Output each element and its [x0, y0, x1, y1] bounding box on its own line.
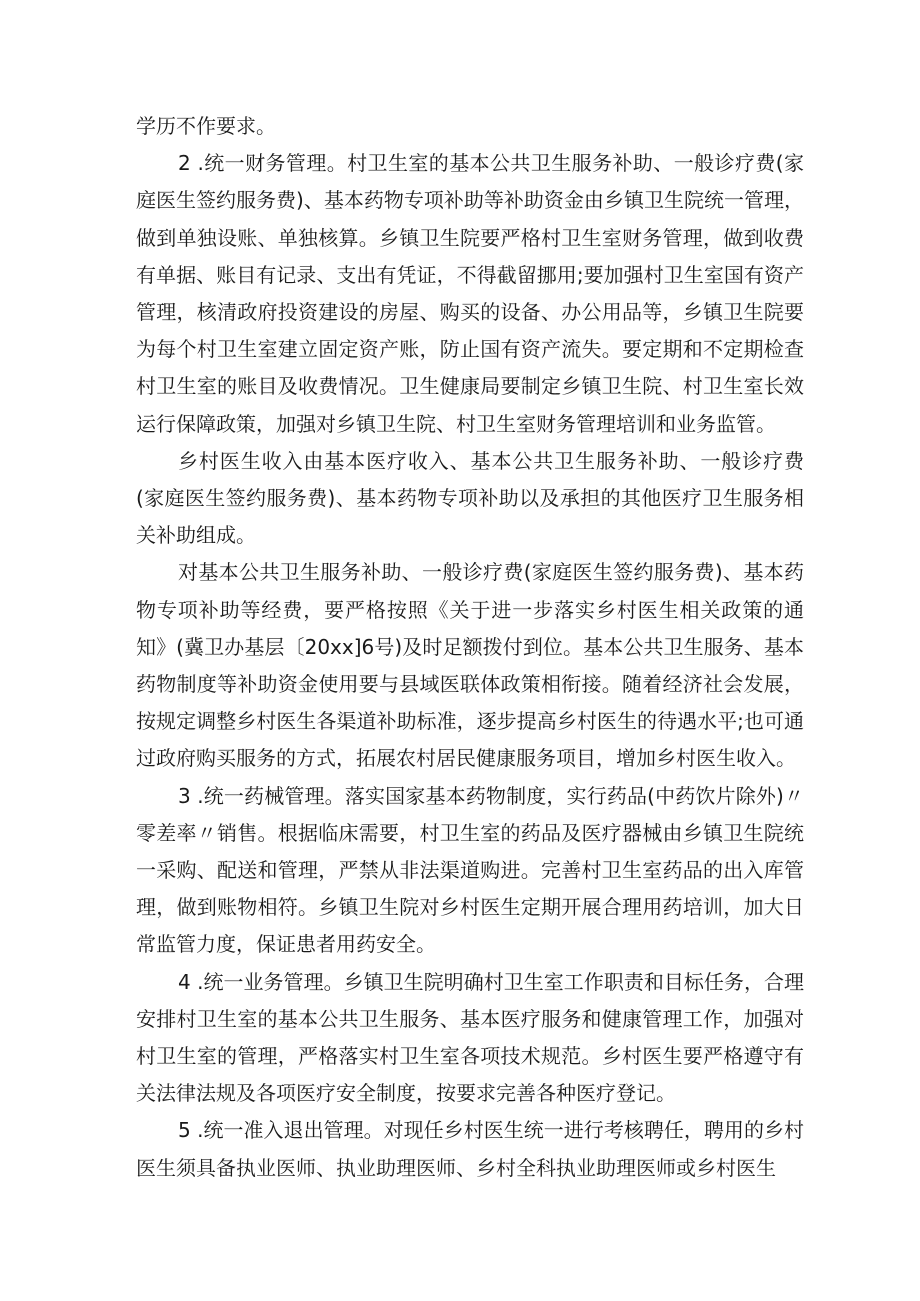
paragraph-2: 2 .统一财务管理。村卫生室的基本公共卫生服务补助、一般诊疗费(家庭医生签约服务费)、基本药物专项补助等补助资金由乡镇卫生院统一管理，做到单独设账、单独核算。乡镇卫生院要严格村卫生室财务管理，做到收费有单据、账目有记录、支出有凭证，不得截留挪用;要加强村卫生室国有资产管理，核清政府投资建设的房屋、购买的设备、办公用品等，乡镇卫生院要为每个村卫生室建立固定资产账，防止国有资产流失。要定期和不定期检查村卫生室的账目及收费情况。卫生健康局要制定乡镇卫生院、村卫生室长效运行保障政策，加强对乡镇卫生院、村卫生室财务管理培训和业务监管。 — [136, 151, 804, 436]
document-body — [136, 108, 804, 1187]
paragraph-1: 学历不作要求。 — [136, 114, 276, 138]
paragraph-7: 5 .统一准入退出管理。对现任乡村医生统一进行考核聘任，聘用的乡村医生须具备执业医师、执业助理医师、乡村全科执业助理医师或乡村医生 — [136, 1118, 804, 1180]
paragraph-3: 乡村医生收入由基本医疗收入、基本公共卫生服务补助、一般诊疗费(家庭医生签约服务费)、基本药物专项补助以及承担的其他医疗卫生服务相关补助组成。 — [136, 448, 804, 548]
paragraph-6: 4 .统一业务管理。乡镇卫生院明确村卫生室工作职责和目标任务，合理安排村卫生室的基本公共卫生服务、基本医疗服务和健康管理工作，加强对村卫生室的管理，严格落实村卫生室各项技术规范。乡村医生要严格遵守有关法律法规及各项医疗安全制度，按要求完善各种医疗登记。 — [136, 969, 804, 1106]
paragraph-4: 对基本公共卫生服务补助、一般诊疗费(家庭医生签约服务费)、基本药物专项补助等经费，要严格按照《关于进一步落实乡村医生相关政策的通知》(冀卫办基层〔20xx]6号)及时足额拨付到位。基本公共卫生服务、基本药物制度等补助资金使用要与县域医联体政策相衔接。随着经济社会发展，按规定调整乡村医生各渠道补助标准，逐步提高乡村医生的待遇水平;也可通过政府购买服务的方式，拓展农村居民健康服务项目，增加乡村医生收入。 — [136, 560, 804, 771]
paragraph-5: 3 .统一药械管理。落实国家基本药物制度，实行药品(中药饮片除外)〃零差率〃销售。根据临床需要，村卫生室的药品及医疗器械由乡镇卫生院统一采购、配送和管理，严禁从非法渠道购进。完善村卫生室药品的出入库管理，做到账物相符。乡镇卫生院对乡村医生定期开展合理用药培训，加大日常监管力度，保证患者用药安全。 — [136, 783, 804, 957]
